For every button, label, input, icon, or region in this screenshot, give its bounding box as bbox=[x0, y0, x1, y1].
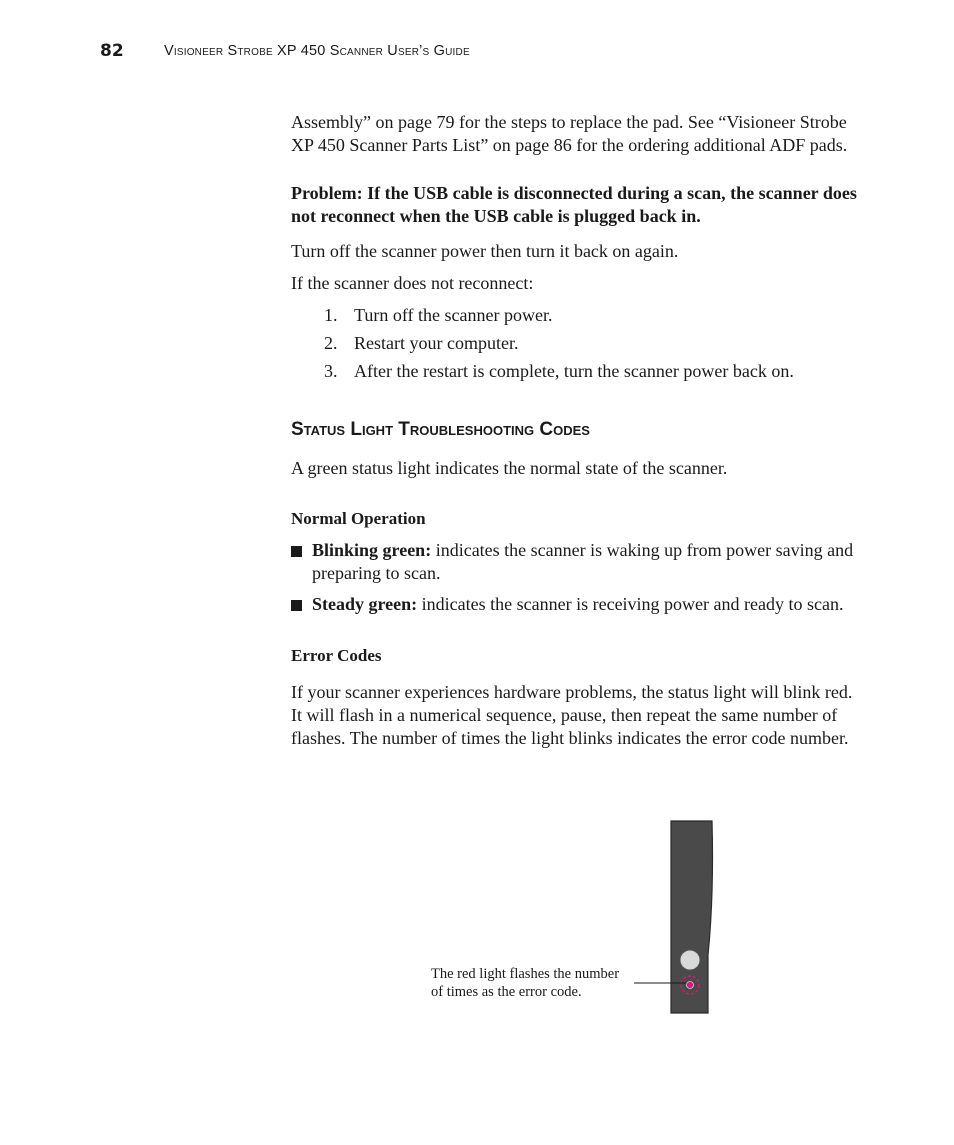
section-title: Status Light Troubleshooting Codes bbox=[291, 419, 590, 440]
step-number: 2. bbox=[324, 333, 338, 353]
list-item bbox=[291, 593, 861, 616]
bullet-label: Blinking green: bbox=[312, 540, 432, 560]
steps-list bbox=[291, 304, 861, 383]
status-paragraph: A green status light indicates the normal state of the scanner. bbox=[291, 458, 728, 478]
bullet-square-icon bbox=[291, 600, 302, 611]
bullet-text: indicates the scanner is receiving power and ready to scan. bbox=[417, 594, 844, 614]
scanner-panel-illustration bbox=[630, 815, 730, 1020]
list-item bbox=[291, 332, 861, 355]
list-item bbox=[291, 539, 861, 585]
normal-operation-list bbox=[291, 539, 861, 616]
step-text: After the restart is complete, turn the scanner power back on. bbox=[354, 361, 794, 381]
caption-line: of times as the error code. bbox=[431, 984, 582, 1000]
list-item bbox=[291, 304, 861, 327]
step-text: Turn off the scanner power. bbox=[354, 305, 553, 325]
figure-caption bbox=[431, 965, 641, 1001]
normal-operation-heading: Normal Operation bbox=[291, 509, 426, 528]
problem-heading: Problem: If the USB cable is disconnected during a scan, the scanner does not reconnect when the USB cable is plugged back in. bbox=[291, 183, 857, 226]
caption-line: The red light flashes the number bbox=[431, 966, 620, 982]
step-text: Restart your computer. bbox=[354, 333, 519, 353]
list-item bbox=[291, 360, 861, 383]
intro-paragraph: Assembly” on page 79 for the steps to replace the pad. See “Visioneer Strobe XP 450 Scanner Parts List” on page 86 for the ordering additional ADF pads. bbox=[291, 112, 848, 155]
step-number: 1. bbox=[324, 305, 338, 325]
reconnect-paragraph: If the scanner does not reconnect: bbox=[291, 273, 534, 293]
running-title: Visioneer Strobe XP 450 Scanner User’s Guide bbox=[164, 43, 470, 59]
main-content bbox=[291, 111, 861, 750]
page-number: 82 bbox=[100, 41, 124, 61]
error-codes-heading: Error Codes bbox=[291, 646, 382, 665]
error-codes-paragraph: If your scanner experiences hardware problems, the status light will blink red. It will flash in a numerical sequence, pause, then repeat the same number of flashes. The number of times the light blinks indicates the error code number. bbox=[291, 682, 853, 748]
bullet-text: indicates the scanner is waking up from power saving and preparing to scan. bbox=[312, 540, 854, 583]
bullet-label: Steady green: bbox=[312, 594, 418, 614]
power-button-icon bbox=[680, 950, 700, 970]
step-number: 3. bbox=[324, 361, 338, 381]
solution-paragraph: Turn off the scanner power then turn it back on again. bbox=[291, 241, 679, 261]
bullet-square-icon bbox=[291, 546, 302, 557]
status-light-figure bbox=[0, 815, 954, 1025]
page-header bbox=[0, 38, 954, 68]
